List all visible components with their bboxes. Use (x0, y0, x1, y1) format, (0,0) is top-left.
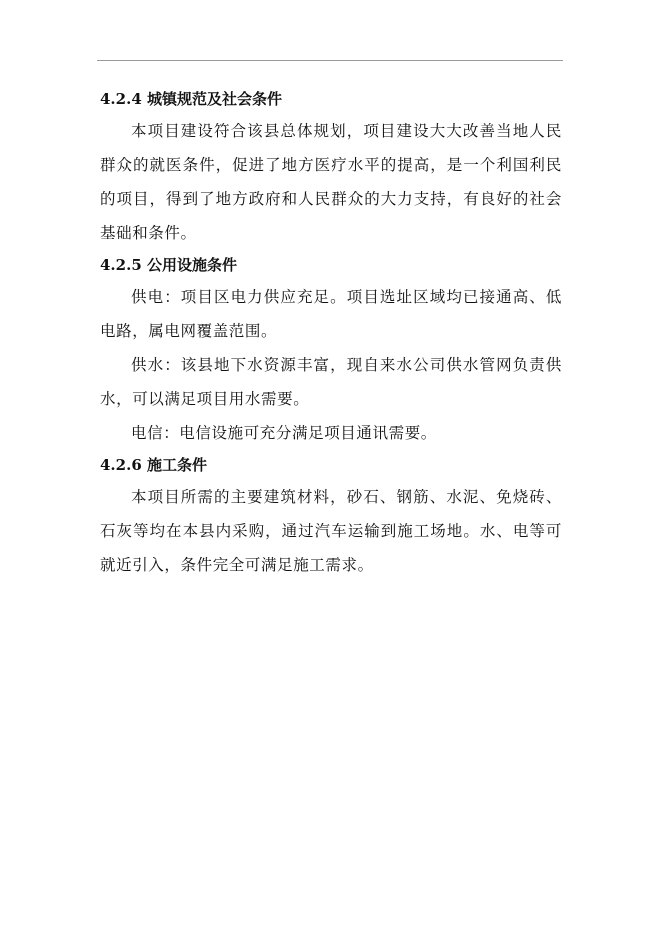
paragraph-water-supply: 供水：该县地下水资源丰富，现自来水公司供水管网负责供水，可以满足项目用水需要。 (100, 356, 562, 408)
section-heading: 4.2.4 城镇规范及社会条件 (100, 90, 282, 108)
paragraph-power-supply: 供电：项目区电力供应充足。项目选址区域均已接通高、低电路，属电网覆盖范围。 (100, 288, 562, 340)
section-4-2-4 (100, 84, 562, 250)
section-4-2-5 (100, 250, 562, 450)
paragraph: 本项目所需的主要建筑材料，砂石、钢筋、水泥、免烧砖、石灰等均在本县内采购，通过汽车运输到施工场地。水、电等可就近引入，条件完全可满足施工需求。 (100, 488, 562, 574)
paragraph: 本项目建设符合该县总体规划，项目建设大大改善当地人民群众的就医条件，促进了地方医疗水平的提高，是一个利国利民的项目，得到了地方政府和人民群众的大力支持，有良好的社会基础和条件。 (100, 122, 562, 242)
document-body (100, 84, 562, 582)
header-rule (97, 60, 563, 61)
section-heading: 4.2.6 施工条件 (100, 456, 207, 474)
section-4-2-6 (100, 450, 562, 582)
section-heading: 4.2.5 公用设施条件 (100, 256, 237, 274)
paragraph-telecom: 电信：电信设施可充分满足项目通讯需要。 (131, 424, 437, 442)
